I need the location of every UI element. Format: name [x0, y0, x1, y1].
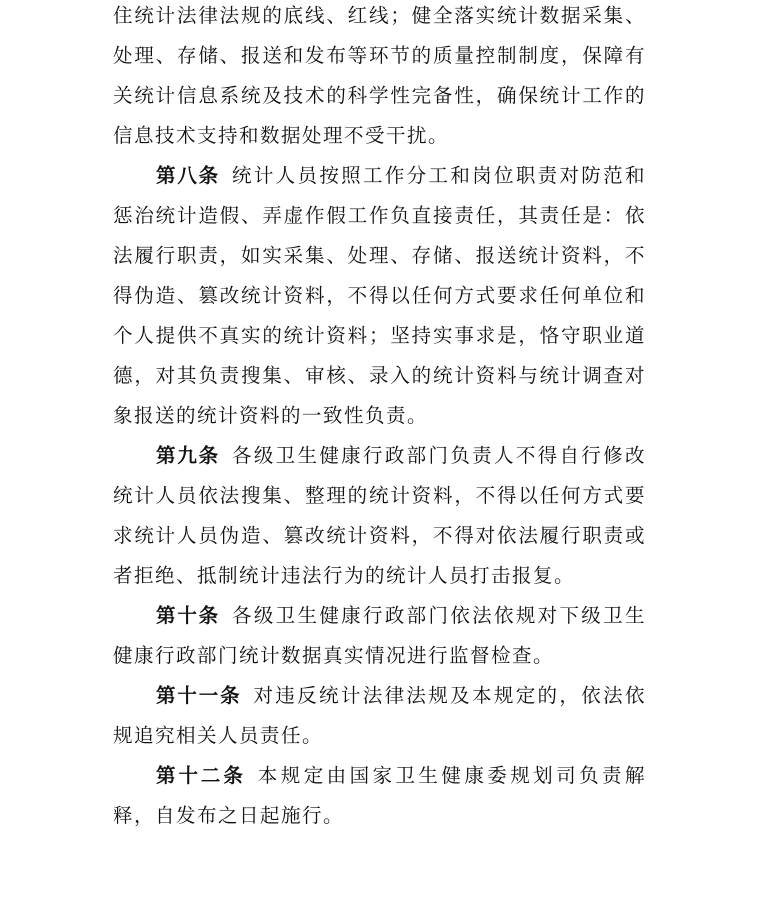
article-text: 统计人员按照工作分工和岗位职责对防范和惩治统计造假、弄虚作假工作负直接责任，其责任是：依法履行职责，如实采集、处理、存储、报送统计资料，不得伪造、篡改统计资料，不得以任何方式要求任何单位和个人提供不真实的统计资料；坚持实事求是，恪守职业道德，对其负责搜集、审核、录入的统计资料与统计调查对象报送的统计资料的一致性负责。	[113, 164, 646, 427]
article-text: 各级卫生健康行政部门负责人不得自行修改统计人员依法搜集、整理的统计资料，不得以任何方式要求统计人员伪造、篡改统计资料，不得对依法履行职责或者拒绝、抵制统计违法行为的统计人员打击报复。	[113, 444, 646, 587]
article-8	[113, 156, 646, 436]
article-text: 各级卫生健康行政部门依法依规对下级卫生健康行政部门统计数据真实情况进行监督检查。	[113, 604, 646, 667]
article-text: 本规定由国家卫生健康委规划司负责解释，自发布之日起施行。	[113, 764, 646, 827]
article-text: 对违反统计法律法规及本规定的，依法依规追究相关人员责任。	[113, 684, 646, 747]
article-9	[113, 436, 646, 596]
paragraph-text: 住统计法律法规的底线、红线；健全落实统计数据采集、处理、存储、报送和发布等环节的质量控制制度，保障有关统计信息系统及技术的科学性完备性，确保统计工作的信息技术支持和数据处理不受干扰。	[113, 4, 646, 147]
article-number: 第十二条	[156, 764, 246, 787]
article-number: 第十条	[156, 604, 220, 627]
article-number: 第八条	[156, 164, 220, 187]
document-body	[113, 0, 646, 836]
article-number: 第九条	[156, 444, 220, 467]
article-10	[113, 596, 646, 676]
article-11	[113, 676, 646, 756]
paragraph-continuation	[113, 0, 646, 156]
article-12	[113, 756, 646, 836]
article-number: 第十一条	[156, 684, 242, 707]
